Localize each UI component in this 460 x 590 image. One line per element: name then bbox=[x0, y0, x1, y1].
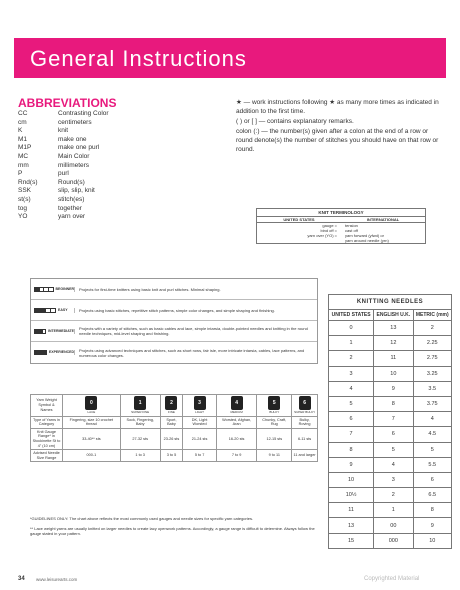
kt-us-term: gauge = bbox=[322, 223, 337, 228]
yarn-weight-symbol-icon: 3 bbox=[194, 396, 206, 410]
yarn-cell: 27-32 sts bbox=[120, 428, 160, 449]
skill-level-description: Projects for first-time knitters using basic knit and purl stitches. Minimal shaping. bbox=[79, 286, 221, 292]
needle-row bbox=[329, 321, 452, 336]
yarn-cell: 12-15 sts bbox=[257, 428, 292, 449]
needle-row bbox=[329, 351, 452, 366]
abbreviation-code: M1 bbox=[18, 135, 28, 143]
abbreviation-row bbox=[18, 127, 218, 136]
needle-cell: 5 bbox=[329, 396, 374, 411]
yarn-weight-tag: FINE bbox=[168, 410, 175, 414]
page-title: General Instructions bbox=[30, 46, 247, 71]
yarn-cell: 6-11 sts bbox=[292, 428, 318, 449]
yarn-cell: 21-24 sts bbox=[183, 428, 217, 449]
yarn-cell: Chunky, Craft, Rug bbox=[257, 416, 292, 428]
abbreviation-row bbox=[18, 162, 218, 171]
symbol-notes bbox=[236, 98, 446, 155]
footnotes bbox=[30, 516, 320, 542]
abbreviation-code: YO bbox=[18, 213, 28, 221]
skill-level-row bbox=[31, 321, 317, 342]
yarn-cell: 23-26 sts bbox=[160, 428, 183, 449]
kt-col-intl: INTERNATIONAL bbox=[366, 217, 400, 222]
yarn-row-label: Advised Needle Size Range bbox=[31, 450, 63, 462]
yarn-cell bbox=[257, 395, 292, 417]
yarn-cell: 33-40** sts bbox=[63, 428, 121, 449]
needle-cell: 3 bbox=[329, 366, 374, 381]
kt-intl-term: yarn around needle (yrn) bbox=[345, 238, 389, 243]
skill-level-bar-icon bbox=[34, 350, 47, 355]
skill-level-description: Projects using advanced techniques and stitches, such as short rows, fair isle, more intricate intarsia, cables, lace patterns, and numerous color changes. bbox=[79, 347, 305, 358]
needles-header-us: UNITED STATES bbox=[329, 310, 374, 321]
skill-level-name: EXPERIENCED bbox=[48, 350, 74, 354]
needle-cell: 10 bbox=[329, 472, 374, 487]
yarn-cell: Worsted, Afghan, Aran bbox=[216, 416, 257, 428]
abbreviation-row bbox=[18, 136, 218, 145]
abbreviation-row bbox=[18, 110, 218, 119]
needle-cell: 9 bbox=[329, 457, 374, 472]
needle-cell: 9 bbox=[374, 381, 413, 396]
yarn-cell: 11 and larger bbox=[292, 450, 318, 462]
needle-cell: 0 bbox=[329, 321, 374, 336]
title-banner bbox=[14, 38, 446, 78]
needle-cell: 13 bbox=[374, 321, 413, 336]
needle-cell: 6 bbox=[329, 412, 374, 427]
needle-cell: 00 bbox=[374, 518, 413, 533]
yarn-cell: Sock, Fingering, Baby bbox=[120, 416, 160, 428]
needle-row bbox=[329, 366, 452, 381]
abbreviation-meaning: Contrasting Color bbox=[58, 110, 109, 117]
abbreviation-meaning: stitch(es) bbox=[58, 195, 85, 203]
yarn-cell: 1 to 3 bbox=[120, 450, 160, 462]
abbreviation-meaning: slip, slip, knit bbox=[58, 187, 95, 195]
needle-cell: 3.5 bbox=[413, 381, 451, 396]
kt-us-term: bind off = bbox=[320, 228, 337, 233]
needle-cell: 3.25 bbox=[413, 366, 451, 381]
needle-row bbox=[329, 503, 452, 518]
yarn-cell: DK, Light Worsted bbox=[183, 416, 217, 428]
needle-cell: 5 bbox=[413, 442, 451, 457]
abbreviation-meaning: together bbox=[58, 204, 82, 212]
abbreviation-meaning: knit bbox=[58, 127, 69, 135]
needles-header-metric: METRIC (mm) bbox=[413, 310, 451, 321]
needle-cell: 6 bbox=[413, 472, 451, 487]
needle-cell: 10 bbox=[413, 533, 451, 548]
abbreviation-code: Rnd(s) bbox=[18, 178, 38, 186]
needle-row bbox=[329, 427, 452, 442]
needle-cell: 8 bbox=[413, 503, 451, 518]
yarn-cell: 16-20 sts bbox=[216, 428, 257, 449]
yarn-weight-tag: SUPER FINE bbox=[131, 410, 150, 414]
needle-row bbox=[329, 381, 452, 396]
abbreviation-meaning: millimeters bbox=[58, 161, 90, 169]
needle-cell: 10½ bbox=[329, 488, 374, 503]
yarn-cell bbox=[216, 395, 257, 417]
yarn-cell: Bulky, Roving bbox=[292, 416, 318, 428]
needle-row bbox=[329, 488, 452, 503]
abbreviation-meaning: centimeters bbox=[58, 118, 92, 126]
abbreviation-meaning: Round(s) bbox=[58, 178, 85, 186]
yarn-weight-table bbox=[30, 394, 318, 462]
needle-cell: 5.5 bbox=[413, 457, 451, 472]
yarn-cell: 000-1 bbox=[63, 450, 121, 462]
footnote-lace: ** Lace weight yarns are usually knitted on larger needles to create lacy openwork patterns. Accordingly, a gauge range is difficult to determine. Always follow the gauge stated in your pattern. bbox=[30, 526, 315, 537]
abbreviation-row bbox=[18, 196, 218, 205]
yarn-cell: 3 to 5 bbox=[160, 450, 183, 462]
abbreviation-code: mm bbox=[18, 161, 29, 169]
skill-level-bar-icon bbox=[34, 329, 46, 334]
abbreviations-heading: ABBREVIATIONS bbox=[18, 96, 117, 110]
skill-level-label bbox=[31, 287, 75, 292]
footnote-guidelines: *GUIDELINES ONLY: The chart above reflects the most commonly used gauges and needle sizes for specific yarn categories. bbox=[30, 516, 254, 521]
abbreviations-list bbox=[18, 110, 218, 222]
needle-row bbox=[329, 396, 452, 411]
skill-levels-table bbox=[30, 278, 318, 364]
abbreviation-meaning: Main Color bbox=[58, 152, 90, 160]
abbreviation-code: tog bbox=[18, 204, 28, 212]
needles-header-uk: ENGLISH U.K. bbox=[374, 310, 413, 321]
skill-level-name: BEGINNER bbox=[55, 286, 74, 291]
yarn-weight-symbol-icon: 6 bbox=[299, 396, 311, 410]
needle-cell: 7 bbox=[374, 412, 413, 427]
abbreviation-code: CC bbox=[18, 110, 28, 117]
needle-cell: 4 bbox=[329, 381, 374, 396]
yarn-row-label: Yarn Weight Symbol & Names bbox=[31, 395, 63, 417]
needle-cell: 4 bbox=[374, 457, 413, 472]
skill-level-row bbox=[31, 300, 317, 321]
needle-cell: 2.75 bbox=[413, 351, 451, 366]
yarn-row-label: Type of Yarns in Category bbox=[31, 416, 63, 428]
abbreviation-code: st(s) bbox=[18, 195, 31, 203]
note-star: ★ — work instructions following ★ as many more times as indicated in addition to the first time. bbox=[236, 99, 439, 115]
yarn-weight-symbol-icon: 0 bbox=[85, 396, 97, 410]
skill-level-label bbox=[31, 308, 75, 313]
needle-cell: 2.25 bbox=[413, 336, 451, 351]
needle-row bbox=[329, 457, 452, 472]
kt-us-term bbox=[257, 238, 341, 243]
needle-cell: 3.75 bbox=[413, 396, 451, 411]
yarn-weight-tag: SUPER BULKY bbox=[294, 410, 316, 414]
abbreviation-code: K bbox=[18, 127, 23, 135]
needle-cell: 8 bbox=[329, 442, 374, 457]
needle-cell: 12 bbox=[374, 336, 413, 351]
needle-cell: 1 bbox=[329, 336, 374, 351]
kt-row bbox=[257, 238, 425, 243]
kt-intl-term: tension bbox=[345, 223, 358, 228]
needle-cell: 10 bbox=[374, 366, 413, 381]
kt-us-term: yarn over (YO) = bbox=[307, 233, 337, 238]
yarn-cell: Fingering, size 10 crochet thread bbox=[63, 416, 121, 428]
yarn-weight-symbol-icon: 1 bbox=[134, 396, 146, 410]
yarn-weight-symbol-icon: 4 bbox=[231, 396, 243, 410]
copyright-watermark: Copyrighted Material bbox=[364, 576, 420, 582]
needle-row bbox=[329, 533, 452, 548]
yarn-weight-tag: LIGHT bbox=[195, 410, 204, 414]
kt-intl-term: cast off bbox=[345, 228, 358, 233]
note-parentheses: ( ) or [ ] — contains explanatory remarks. bbox=[236, 118, 354, 125]
yarn-cell bbox=[120, 395, 160, 417]
needle-row bbox=[329, 336, 452, 351]
needle-cell: 2 bbox=[329, 351, 374, 366]
needle-cell: 2 bbox=[374, 488, 413, 503]
abbreviation-row bbox=[18, 170, 218, 179]
page-number: 34 bbox=[18, 576, 25, 582]
knit-terminology-title: KNIT TERMINOLOGY bbox=[257, 209, 425, 217]
abbreviation-code: SSK bbox=[18, 187, 32, 195]
knitting-needles-table bbox=[328, 294, 452, 549]
skill-level-description: Projects using basic stitches, repetitive stitch patterns, simple color changes, and simple shaping and finishing. bbox=[79, 307, 275, 313]
yarn-weight-symbol-icon: 2 bbox=[165, 396, 177, 410]
abbreviation-row bbox=[18, 119, 218, 128]
skill-level-bar-icon bbox=[34, 287, 54, 292]
abbreviation-row bbox=[18, 179, 218, 188]
skill-level-label bbox=[31, 329, 75, 334]
needle-cell: 2 bbox=[413, 321, 451, 336]
skill-level-name: EASY bbox=[58, 307, 68, 312]
needle-cell: 11 bbox=[374, 351, 413, 366]
yarn-cell bbox=[292, 395, 318, 417]
needle-cell: 9 bbox=[413, 518, 451, 533]
needle-cell: 5 bbox=[374, 442, 413, 457]
yarn-cell bbox=[160, 395, 183, 417]
kt-intl-term: yarn forward (yfwd) or bbox=[345, 233, 384, 238]
skill-level-bar-icon bbox=[34, 308, 56, 313]
needle-cell: 1 bbox=[374, 503, 413, 518]
skill-level-name: INTERMEDIATE bbox=[48, 328, 74, 333]
abbreviation-code: cm bbox=[18, 118, 27, 126]
abbreviation-code: M1P bbox=[18, 144, 32, 152]
needle-row bbox=[329, 442, 452, 457]
yarn-cell: 5 to 7 bbox=[183, 450, 217, 462]
skill-level-row bbox=[31, 279, 317, 300]
skill-level-row bbox=[31, 342, 317, 363]
needle-row bbox=[329, 472, 452, 487]
yarn-weight-tag: BULKY bbox=[269, 410, 280, 414]
abbreviation-meaning: purl bbox=[58, 170, 69, 178]
note-colon: colon (:) — the number(s) given after a colon at the end of a row or round denote(s) the number of stitches you should have on that row or round. bbox=[236, 128, 439, 153]
abbreviation-row bbox=[18, 205, 218, 214]
abbreviation-row bbox=[18, 213, 218, 222]
abbreviation-meaning: make one bbox=[58, 135, 87, 143]
yarn-weight-tag: MEDIUM bbox=[230, 410, 243, 414]
skill-level-description: Projects with a variety of stitches, such as basic cables and lace, simple intarsia, double-pointed needles and knitting in the round needle techniques, mid-level shaping and finishing. bbox=[79, 326, 308, 336]
kt-col-us: UNITED STATES bbox=[283, 217, 315, 222]
abbreviation-row bbox=[18, 187, 218, 196]
needle-cell: 000 bbox=[374, 533, 413, 548]
yarn-cell: Sport, Baby bbox=[160, 416, 183, 428]
needle-cell: 3 bbox=[374, 472, 413, 487]
abbreviation-meaning: yarn over bbox=[58, 213, 86, 221]
yarn-cell: 9 to 11 bbox=[257, 450, 292, 462]
yarn-weight-tag: LACE bbox=[87, 410, 96, 414]
needle-cell: 6.5 bbox=[413, 488, 451, 503]
yarn-cell bbox=[183, 395, 217, 417]
yarn-weight-symbol-icon: 5 bbox=[268, 396, 280, 410]
needle-cell: 6 bbox=[374, 427, 413, 442]
abbreviation-code: P bbox=[18, 170, 23, 178]
needles-title: KNITTING NEEDLES bbox=[328, 294, 452, 309]
needle-cell: 15 bbox=[329, 533, 374, 548]
abbreviation-code: MC bbox=[18, 152, 29, 160]
needle-cell: 8 bbox=[374, 396, 413, 411]
skill-level-label bbox=[31, 350, 75, 355]
site-url[interactable]: www.leisurearts.com bbox=[36, 577, 78, 582]
needle-cell: 7 bbox=[329, 427, 374, 442]
needle-cell: 4 bbox=[413, 412, 451, 427]
needle-row bbox=[329, 518, 452, 533]
needle-cell: 4.5 bbox=[413, 427, 451, 442]
knit-terminology-box bbox=[256, 208, 426, 244]
needle-cell: 11 bbox=[329, 503, 374, 518]
needle-row bbox=[329, 412, 452, 427]
yarn-cell: 7 to 9 bbox=[216, 450, 257, 462]
yarn-cell bbox=[63, 395, 121, 417]
abbreviation-row bbox=[18, 144, 218, 153]
abbreviation-meaning: make one purl bbox=[58, 144, 100, 152]
yarn-row-label: Knit Gauge Range* in Stockinette St to 4" (10 cm) bbox=[31, 428, 63, 449]
abbreviation-row bbox=[18, 153, 218, 162]
needle-cell: 13 bbox=[329, 518, 374, 533]
